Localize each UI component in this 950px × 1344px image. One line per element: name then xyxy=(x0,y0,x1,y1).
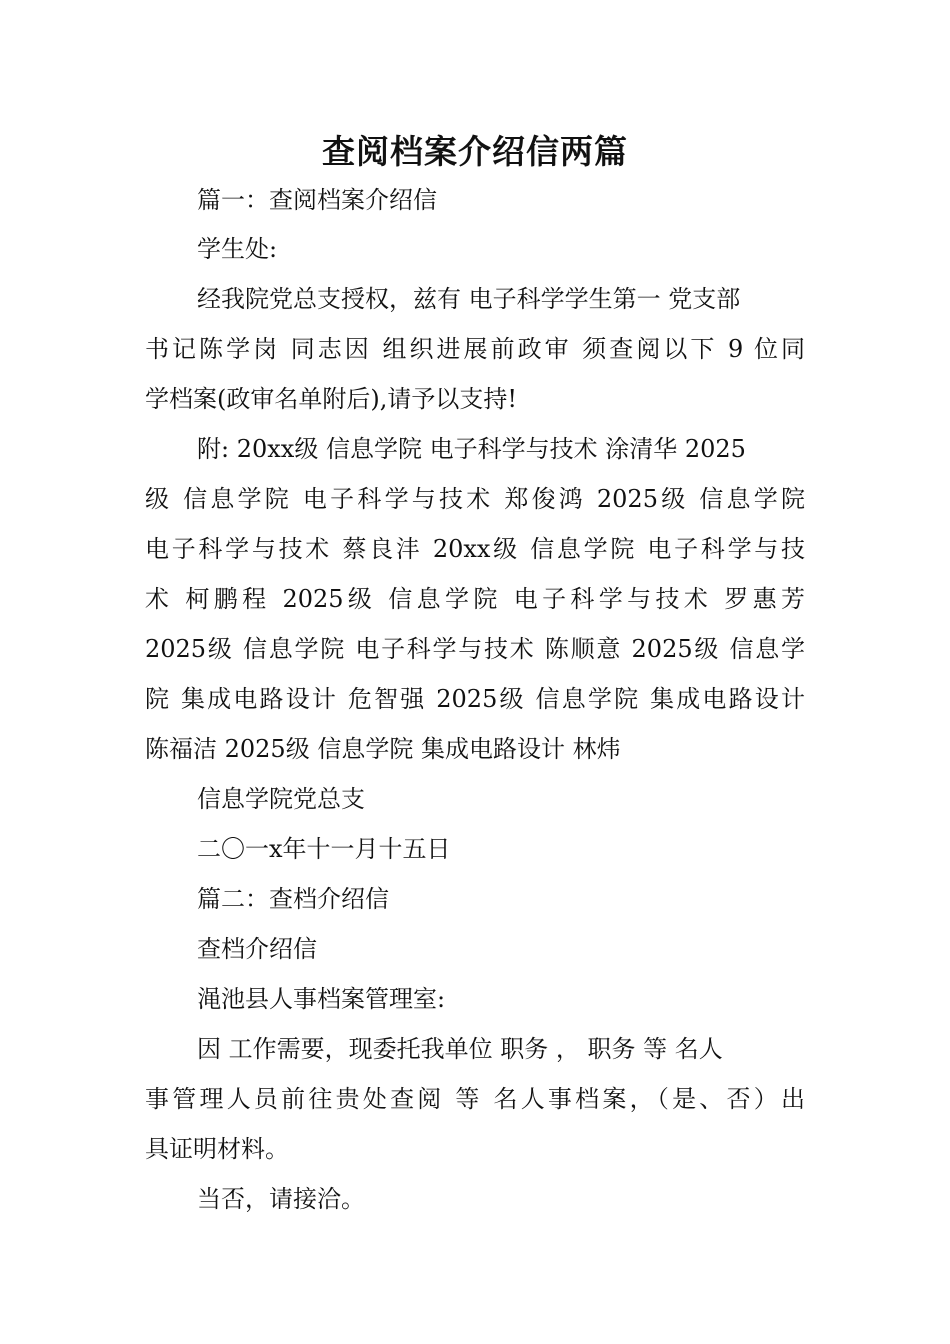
part1-heading: 篇一：查阅档案介绍信 xyxy=(197,186,437,214)
part2-body-line: 具证明材料。 xyxy=(145,1135,289,1163)
document-title: 查阅档案介绍信两篇 xyxy=(322,132,628,171)
part2-subheading: 查档介绍信 xyxy=(197,935,317,963)
part1-attachment-line: 2025级 信息学院 电子科学与技术 陈顺意 2025级 信息学 xyxy=(145,635,805,663)
part2-body-line: 因 工作需要，现委托我单位 职务 ， 职务 等 名人 xyxy=(197,1035,723,1063)
part1-body-line: 书记陈学岗 同志因 组织进展前政审 须查阅以下 9 位同 xyxy=(145,335,805,363)
part1-date: 二〇一x年十一月十五日 xyxy=(197,835,451,863)
part2-closing: 当否，请接洽。 xyxy=(197,1185,365,1213)
part2-recipient: 渑池县人事档案管理室: xyxy=(197,985,446,1013)
part1-body-line: 经我院党总支授权，兹有 电子科学学生第一 党支部 xyxy=(197,285,741,313)
part2-body-line: 事管理人员前往贵处查阅 等 名人事档案，（是、否）出 xyxy=(145,1085,805,1113)
part1-attachment-line: 级 信息学院 电子科学与技术 郑俊鸿 2025级 信息学院 xyxy=(145,485,805,513)
part1-body-line: 学档案(政审名单附后),请予以支持! xyxy=(145,385,517,413)
part1-attachment-line: 院 集成电路设计 危智强 2025级 信息学院 集成电路设计 xyxy=(145,685,805,713)
part1-signature: 信息学院党总支 xyxy=(197,785,365,813)
part1-attachment-line: 电子科学与技术 蔡良沣 20xx级 信息学院 电子科学与技 xyxy=(145,535,805,563)
part1-attachment-line: 术 柯鹏程 2025级 信息学院 电子科学与技术 罗惠芳 xyxy=(145,585,805,613)
part1-attachment-line: 陈福洁 2025级 信息学院 集成电路设计 林炜 xyxy=(145,735,621,763)
part1-recipient: 学生处: xyxy=(197,235,278,263)
part1-attachment-line: 附: 20xx级 信息学院 电子科学与技术 涂清华 2025 xyxy=(197,435,746,463)
part2-heading: 篇二：查档介绍信 xyxy=(197,885,389,913)
